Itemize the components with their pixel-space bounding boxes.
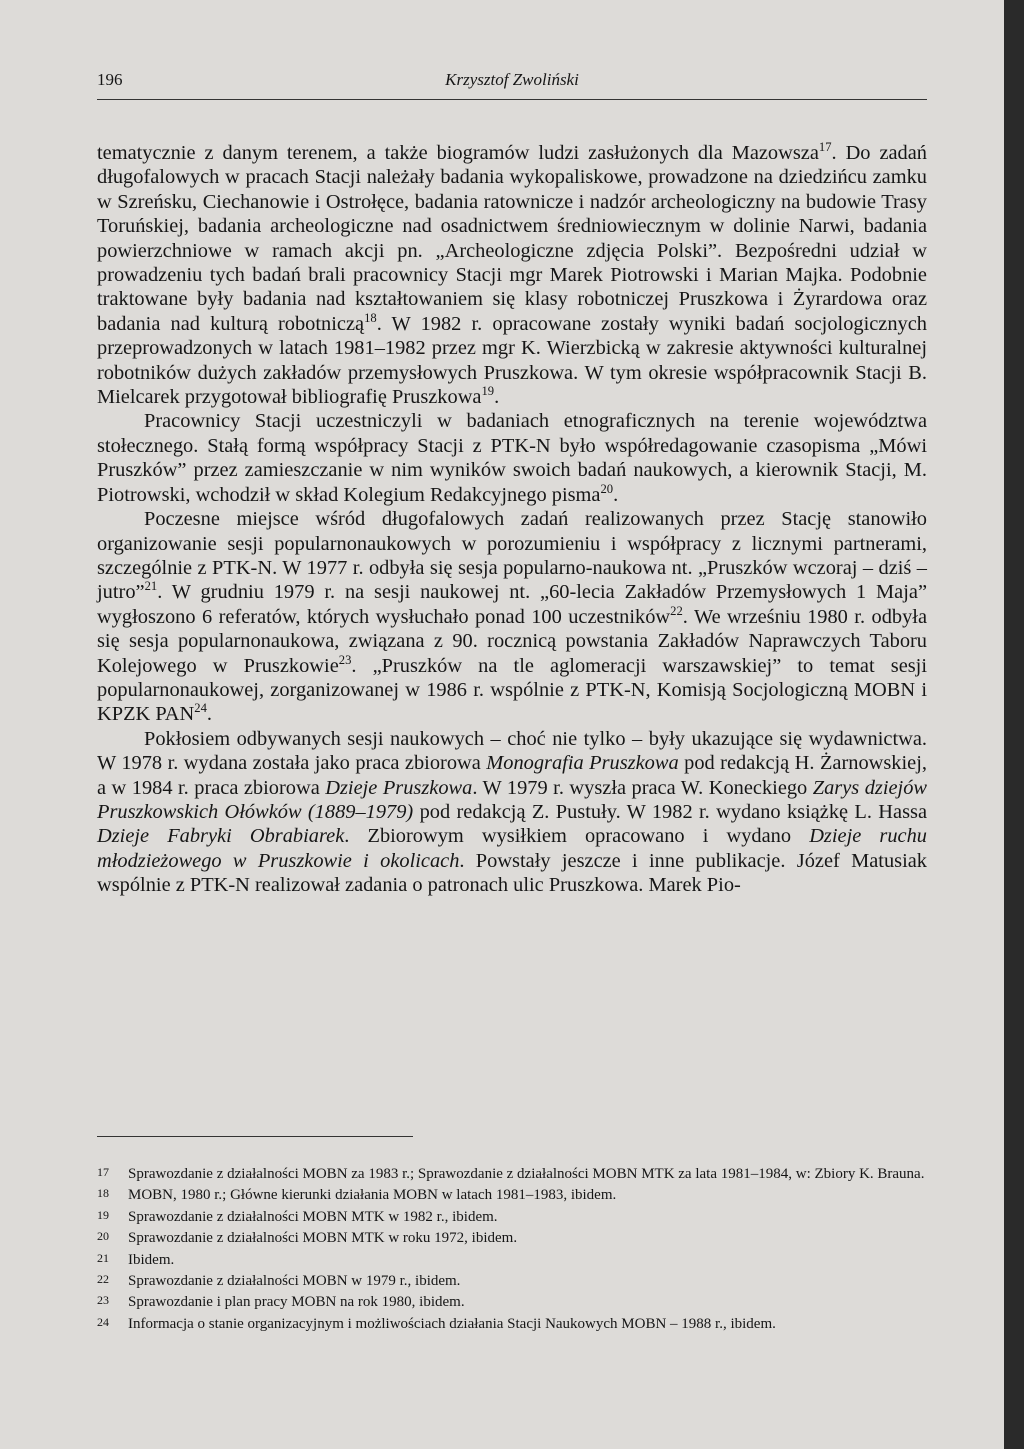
footnote-separator [97,1136,413,1137]
italic-title: Dzieje ruchu młodzieżowego w Pruszkowie i okolicach [97,825,927,872]
footnotes [97,1163,927,1334]
footnote [97,1227,927,1248]
text-run: Pracownicy Stacji uczestniczyli w badaniach etnograficznych na terenie województwa stołecznego. Stałą formą współpracy Stacji z PTK-N było współredagowanie czasopisma „Mówi Pruszków” przez zamieszczanie w nim wyników swoich badań naukowych, a kierownik Stacji, M. Piotrowski, wchodził w skład Kolegium Redakcyjnego pisma [97,410,927,506]
footnote-reference: 21 [144,579,158,594]
footnote [97,1206,927,1227]
footnote-number: 18 [97,1186,109,1201]
footnote [97,1291,927,1312]
footnote-text: Sprawozdanie z działalności MOBN MTK w 1982 r., ibidem. [128,1208,498,1225]
footnote-number: 17 [97,1165,109,1179]
italic-title: Monografia Pruszkowa [486,752,679,775]
footnote-text: Sprawozdanie z działalności MOBN za 1983 r.; Sprawozdanie z działalności MOBN MTK za lata 1981–1984, w: Zbiory K. Brauna. [128,1166,925,1182]
text-run: . W 1979 r. wyszła praca W. Koneckiego [472,776,813,799]
text-run: . [613,483,619,506]
footnote-text: Sprawozdanie z działalności MOBN MTK w roku 1972, ibidem. [128,1230,518,1247]
page-header [97,70,927,96]
header-rule [97,99,927,100]
footnote-number: 20 [97,1229,109,1244]
footnote-reference: 17 [818,140,832,155]
footnote-text: Informacja o stanie organizacyjnym i możliwościach działania Stacji Naukowych MOBN – 1988 r., ibidem. [128,1315,776,1332]
footnote-reference: 22 [670,603,683,618]
footnote-text: MOBN, 1980 r.; Główne kierunki działania MOBN w latach 1981–1983, ibidem. [128,1187,617,1204]
text-run: . Powstały jeszcze i inne publikacje. Józef Matusiak wspólnie z PTK-N realizował zadania o patronach ulic Pruszkowa. Marek Pio- [97,849,927,897]
body-paragraph [97,409,927,507]
footnote-reference: 18 [364,311,377,326]
footnote-text: Sprawozdanie z działalności MOBN w 1979 r., ibidem. [128,1273,461,1290]
text-run: . W 1982 r. opracowane zostały wyniki badań socjologicznych przeprowadzonych w latach 1981–1982 przez mgr K. Wierzbicką w zakresie aktywności kulturalnej robotników dużych zakładów przemysłowych Pruszkowa. W tym okresie współpracownik Stacji B. Mielcarek przygotował bibliografię Pruszkowa [97,312,927,409]
text-run: pod redakcją Z. Pustuły. W 1982 r. wydano książkę L. Hassa [413,800,927,823]
footnote-number: 19 [97,1207,109,1222]
footnote-reference: 23 [338,652,352,667]
text-run: Poczesne miejsce wśród długofalowych zadań realizowanych przez Stację stanowiło organizowanie sesji popularnonaukowych w porozumieniu i współpracy z licznymi partnerami, szczególnie z PTK-N. W 1977 r. odbyła się sesja popularno-naukowa nt. „Pruszków wczoraj – dziś – jutro” [97,508,927,604]
text-run: . We wrześniu 1980 r. odbyła się sesja popularnonaukowa, związana z 90. rocznicą powstania Zakładów Naprawczych Taboru Kolejowego w Pruszkowie [97,605,928,677]
body-paragraph [97,507,927,727]
body-paragraph [97,141,927,409]
text-run: . [494,386,500,409]
footnote-number: 22 [97,1272,109,1287]
footnote [97,1313,927,1334]
footnote [97,1163,927,1184]
footnote-reference: 19 [481,384,495,399]
text-run: pod redakcją H. Żarnowskiej, a w 1984 r. praca zbiorowa [97,752,927,799]
text-run: . „Pruszków na tle aglomeracji warszawskiej” to temat sesji popularnonaukowej, zorganizowanej w 1986 r. wspólnie z PTK-N, Komisją Socjologiczną MOBN i KPZK PAN [97,654,928,726]
footnote [97,1270,927,1291]
running-head-author: Krzysztof Zwoliński [445,70,579,89]
italic-title: Zarys dziejów Pruszkowskich Ołówków (1889–1979) [97,776,927,823]
footnote-reference: 20 [600,481,614,496]
page-edge-shadow [1004,0,1024,1449]
footnote-text: Ibidem. [128,1251,175,1268]
text-run: tematycznie z danym terenem, a także biogramów ludzi zasłużonych dla Mazowsza [97,142,819,164]
footnote-reference: 24 [194,701,207,716]
footnote-number: 21 [97,1250,109,1265]
footnote [97,1184,927,1205]
footnote [97,1249,927,1270]
text-run: . W grudniu 1979 r. na sesji naukowej nt. „60-lecia Zakładów Przemysłowych 1 Maja” wygłoszono 6 referatów, których wysłuchało ponad 100 uczestników [97,581,927,628]
text-run: . Do zadań długofalowych w pracach Stacji należały badania wykopaliskowe, prowadzone na dziedzińcu zamku w Szreńsku, Ciechanowie i Ostrołęce, badania ratownicze i nadzór archeologiczny na budowie Trasy Toruńskiej, badania archeologiczne nad osadnictwem średniowiecznym w dolinie Narwi, badania powierzchniowe w ramach akcji pn. „Archeologiczne zdjęcia Polski”. Bezpośredni udział w prowadzeniu tych badań brali pracownicy Stacji mgr Marek Piotrowski i Marian Majka. Podobnie traktowane były badania nad kształtowaniem się klasy robotniczej Pruszkowa i Żyrardowa oraz badania nad kulturą robotniczą [97,142,927,335]
page-number: 196 [97,70,123,89]
text-run: Pokłosiem odbywanych sesji naukowych – choć nie tylko – były ukazujące się wydawnictwa. W 1978 r. wydana została jako praca zbiorowa [97,727,927,775]
footnote-number: 24 [97,1314,109,1329]
text-run: . Zbiorowym wysiłkiem opracowano i wydano [344,825,810,848]
italic-title: Dzieje Pruszkowa [325,776,473,799]
body-paragraph [97,727,927,898]
text-run: . [206,703,212,726]
body-text [97,141,927,898]
footnote-number: 23 [97,1293,109,1308]
footnote-text: Sprawozdanie i plan pracy MOBN na rok 1980, ibidem. [128,1294,465,1311]
italic-title: Dzieje Fabryki Obrabiarek [97,825,345,848]
